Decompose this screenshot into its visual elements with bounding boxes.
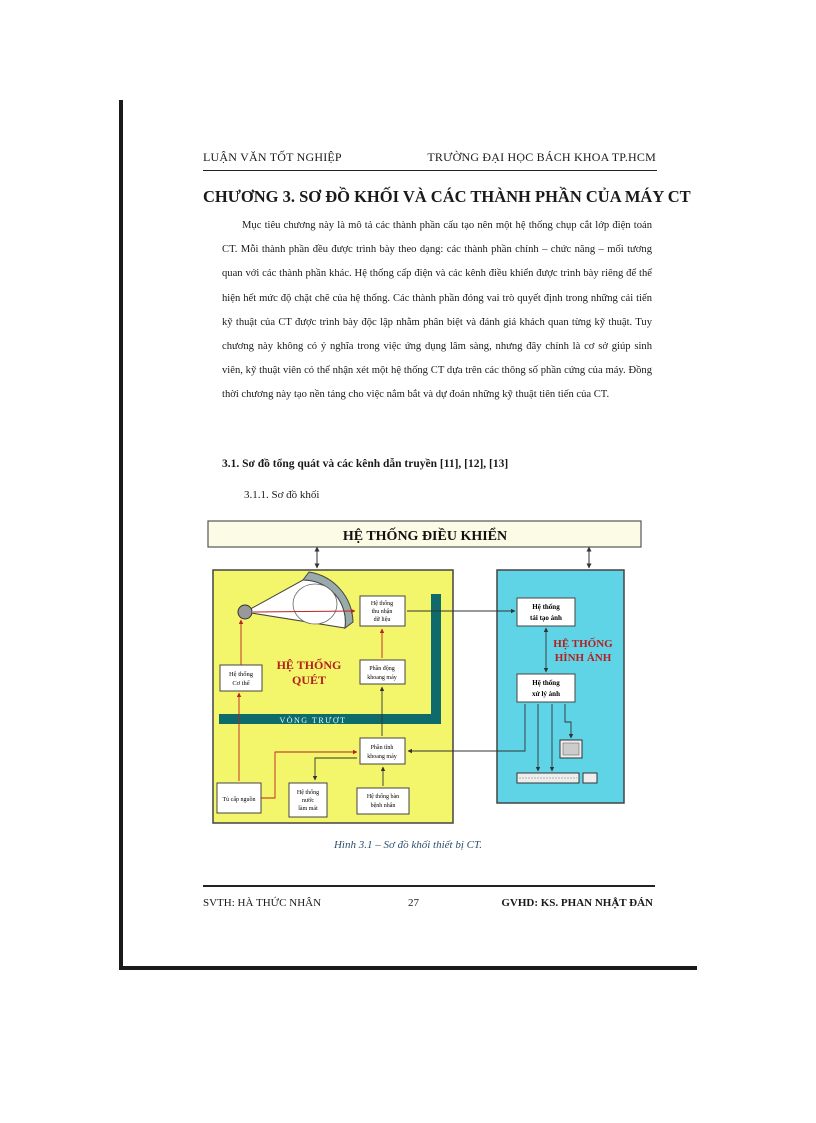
page-edge-bottom [119, 966, 697, 970]
body-paragraph: Mục tiêu chương này là mô tả các thành phần cấu tạo nên một hệ thống chụp cắt lớp điện toán CT. Mỗi thành phần đều được trình bày theo dạng: các thành phần chính – chức năng – mối tương quan với các thành phần khác. Hệ thống cấp điện và các kênh điều khiển được trình bày riêng để thể hiện hết mức độ chặt chẽ của hệ thống. Các thành phần đóng vai trò quyết định trong những cải tiến kỹ thuật của CT được trình bày độc lập nhằm phân biệt và đánh giá khách quan từng kỹ thuật. Tuy chương này không có ý nghĩa trong việc ứng dụng lâm sàng, nhưng đây chính là cơ sở giúp sinh viên, kỹ thuật viên có thể nhận xét một hệ thống CT dựa trên các thông số phần cứng của máy. Đồng thời chương này tạo nền tảng cho việc nắm bắt và dự đoán những kỹ thuật tiên tiến của CT. [222, 220, 652, 401]
data-acq-line1: Hệ thống [370, 601, 394, 607]
patient-body-system-box [220, 665, 262, 691]
scan-system-label-1: HỆ THỐNG [276, 658, 342, 672]
cooling-line2: nước [301, 798, 315, 804]
monitor-icon [560, 740, 582, 758]
header-left: LUẬN VĂN TỐT NGHIỆP [203, 150, 342, 164]
image-proc-line1: Hệ thống [532, 679, 560, 687]
chapter-title: CHƯƠNG 3. SƠ ĐỒ KHỐI VÀ CÁC THÀNH PHẦN CỦA MÁY CT [203, 187, 691, 206]
ct-block-diagram [205, 518, 645, 830]
gantry-lower-line1: Phần tĩnh [370, 745, 394, 751]
reconstruction-line2: tái tạo ảnh [530, 614, 562, 622]
keyboard-icon [517, 773, 597, 783]
xray-tube-icon [238, 605, 252, 619]
patient-table-box [357, 788, 409, 814]
patient-body-line1: Hệ thống [228, 671, 254, 678]
control-system-label: HỆ THỐNG ĐIỀU KHIỂN [342, 529, 508, 544]
footer-page-number: 27 [408, 897, 419, 909]
figure-caption: Hình 3.1 – Sơ đồ khối thiết bị CT. [333, 839, 483, 851]
gantry-upper-line2: khoang máy [367, 675, 397, 681]
data-acq-line3: dữ liệu [373, 617, 391, 623]
reconstruction-line1: Hệ thống [532, 603, 560, 611]
image-proc-line2: xử lý ảnh [532, 690, 560, 698]
patient-body-line2: Cơ thể [232, 680, 250, 687]
cooling-line3: làm mát [298, 806, 318, 812]
section-heading: 3.1. Sơ đồ tổng quát và các kênh dẫn truyền [11], [12], [13] [222, 458, 509, 470]
slip-ring-label: VÒNG TRƯỢT [279, 716, 347, 725]
footer-advisor: GVHD: KS. PHAN NHẬT ĐÁN [501, 897, 653, 909]
cooling-line1: Hệ thống [296, 790, 320, 796]
gantry-upper-line1: Phần động [369, 666, 395, 672]
patient-table-line1: Hệ thống bàn [366, 794, 400, 800]
slip-ring-vertical [431, 594, 441, 714]
scan-system-label-2: QUÉT [291, 673, 327, 687]
gantry-stationary-box [360, 738, 405, 764]
footer-student: SVTH: HÀ THỨC NHÂN [203, 897, 322, 909]
image-system-label-1: HỆ THỐNG [553, 638, 613, 650]
header-rule [203, 170, 657, 171]
header-right: TRƯỜNG ĐẠI HỌC BÁCH KHOA TP.HCM [427, 150, 656, 164]
footer-rule [203, 885, 655, 887]
power-supply-label: Tủ cấp nguồn [222, 797, 256, 803]
gantry-lower-line2: khoang máy [367, 754, 397, 760]
patient-table-line2: bệnh nhân [370, 803, 396, 809]
image-system-label-2: HÌNH ẢNH [554, 652, 612, 664]
data-acq-line2: thu nhận [371, 609, 393, 615]
control-system-block [208, 521, 641, 547]
subsection-heading: 3.1.1. Sơ đồ khối [244, 489, 320, 501]
